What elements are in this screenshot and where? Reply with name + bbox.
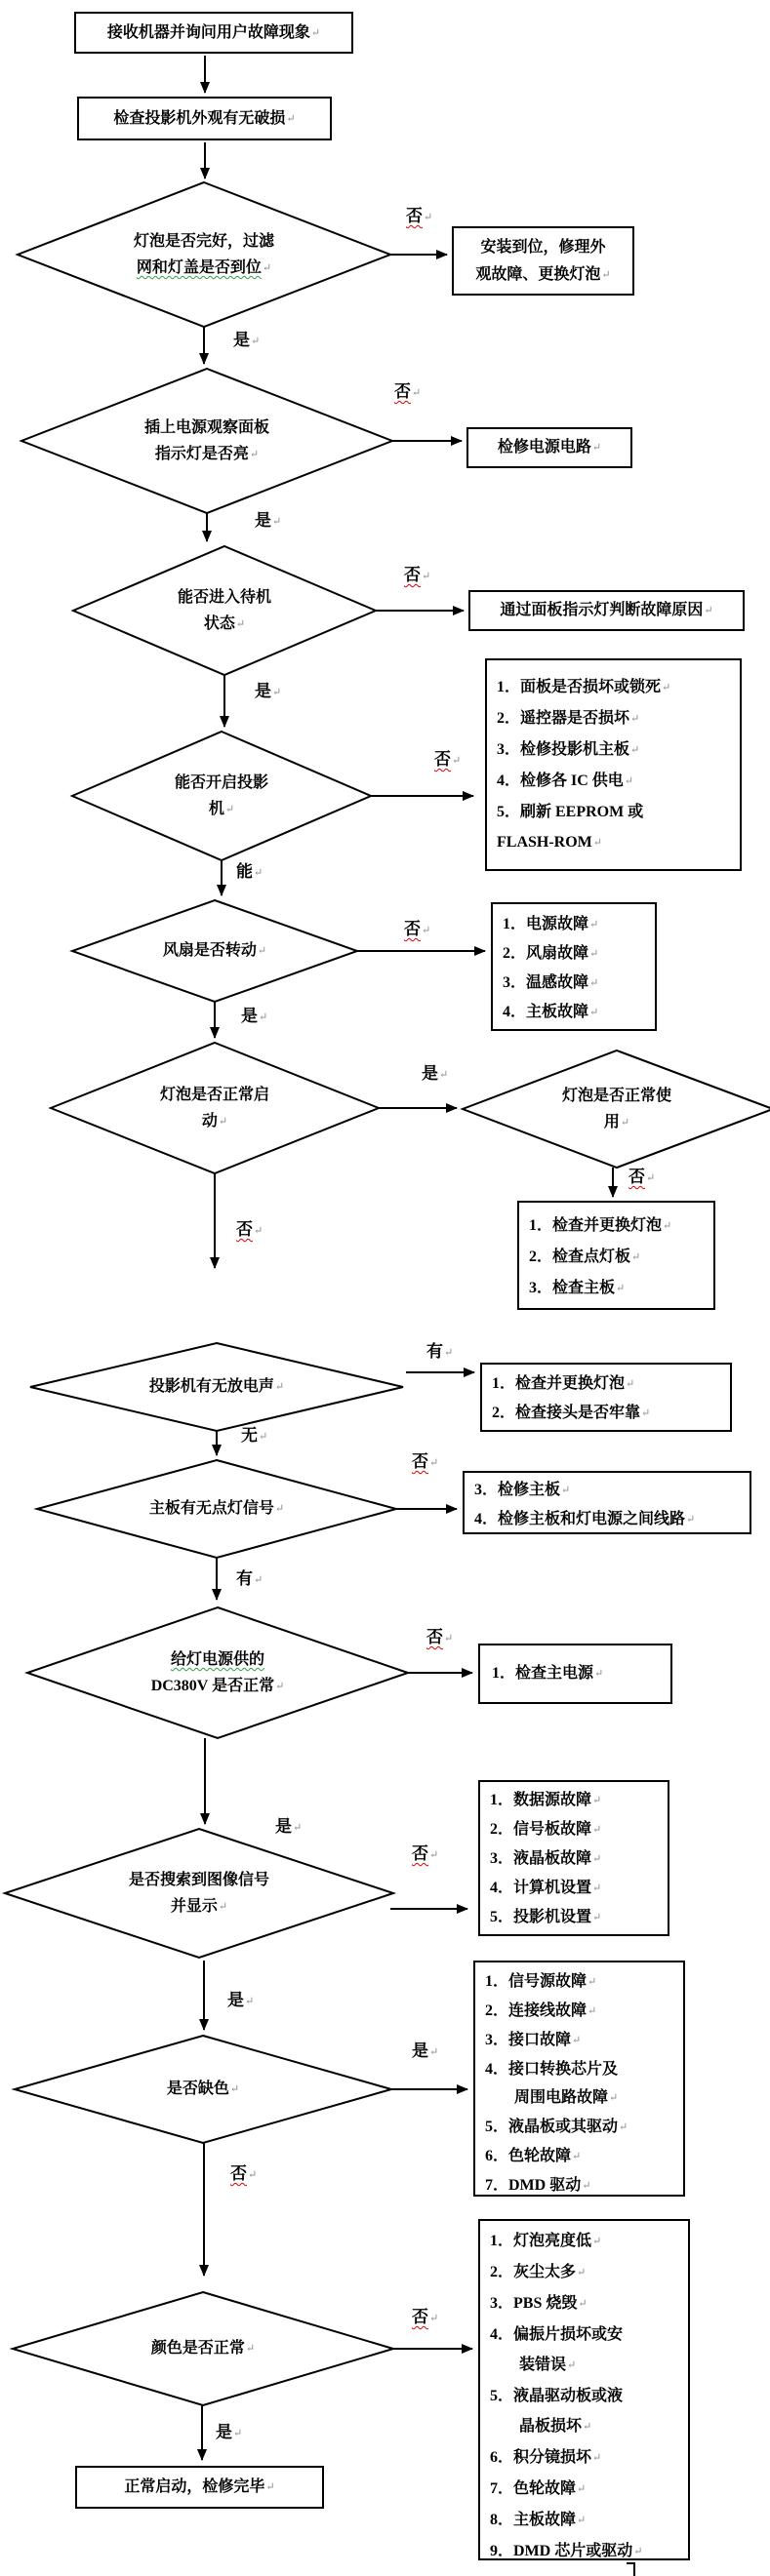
edge-label-d9-no: 否↵ [412,1452,439,1471]
return-mark: ↵ [218,1901,228,1913]
edge-label-d13-no: 否↵ [412,2308,439,2326]
return-mark: ↵ [444,1347,454,1359]
return-mark: ↵ [249,449,260,460]
return-mark: ↵ [589,948,599,960]
return-mark: ↵ [592,1912,602,1923]
result-install-replace: 安装到位，修理外 观故障、更换灯泡↵ [452,226,634,296]
edge-label-d13-yes: 是↵ [216,2423,243,2441]
result-list-discharge-checks: 1．检查并更换灯泡↵ 2．检查接头是否牢靠↵ [480,1363,732,1432]
return-mark: ↵ [229,2083,240,2095]
decision-image-signal-text: 是否搜索到图像信号 并显示↵ [128,1872,269,1915]
result-list-ignite-checks: 3．检修主板↵ 4．检修主板和灯电源之间线路↵ [463,1471,751,1534]
return-mark: ↵ [641,1407,651,1419]
return-mark: ↵ [424,212,433,223]
return-mark: ↵ [594,1668,604,1680]
result-panel-led-diagnosis: 通过面板指示灯判断故障原因↵ [468,590,745,631]
return-mark: ↵ [272,687,282,698]
result-list-signal-faults: 1．数据源故障↵ 2．信号板故障↵ 3．液晶板故障↵ 4．计算机设置↵ 5．投影机设置↵ [478,1780,669,1936]
edge-label-d8-has: 有↵ [426,1342,454,1361]
return-mark: ↵ [259,1011,268,1023]
return-mark: ↵ [620,1117,630,1129]
decision-color-normal-text: 颜色是否正常↵ [150,2340,256,2357]
edge-label-d4-no: 否↵ [434,750,462,769]
return-mark: ↵ [582,2180,591,2192]
return-mark: ↵ [592,1795,602,1806]
edge-label-d4-can: 能↵ [236,862,263,881]
edge-label-d2-no: 否↵ [394,382,422,401]
return-mark: ↵ [274,1503,285,1515]
edge-label-d2-yes: 是↵ [255,511,282,530]
return-mark: ↵ [251,336,261,347]
result-list-missing-color-faults: 1．信号源故障↵ 2．连接线故障↵ 3．接口故障↵ 4．接口转换芯片及 周围电路故障↵ 5．液晶板或其驱动↵ 6．色轮故障↵ 7．DMD 驱动↵ [473,1961,685,2197]
return-mark: ↵ [592,1882,602,1894]
edge-label-d1-no: 否↵ [406,207,433,225]
edge-label-d5-yes: 是↵ [241,1007,268,1025]
return-mark: ↵ [631,1251,641,1263]
return-mark: ↵ [577,2515,587,2526]
return-mark: ↵ [254,867,263,879]
edge-label-d12-no: 否↵ [230,2164,258,2183]
edge-label-d5-no: 否↵ [404,920,431,938]
return-mark: ↵ [592,1824,602,1836]
return-mark: ↵ [616,1283,626,1294]
return-mark: ↵ [254,1574,263,1586]
decision-lamp-intact-text: 灯泡是否完好，过滤 网和灯盖是否到位↵ [133,233,274,276]
edge-label-d3-no: 否↵ [404,566,431,584]
edge-label-d11-no: 否↵ [412,1844,439,1863]
return-mark: ↵ [592,1853,602,1865]
return-mark: ↵ [633,2546,643,2557]
return-mark: ↵ [259,1431,268,1443]
decision-fan-spin-text: 风扇是否转动↵ [162,942,267,959]
return-mark: ↵ [704,605,713,616]
return-mark: ↵ [572,2151,582,2162]
decision-lamp-usable-text: 灯泡是否正常使 用↵ [561,1088,671,1130]
return-mark: ↵ [663,1220,672,1232]
return-mark: ↵ [429,1457,439,1469]
return-mark: ↵ [245,2343,256,2355]
result-list-lamp-use-checks: 1．检查并更换灯泡↵ 2．检查点灯板↵ 3．检查主板↵ [517,1201,715,1310]
decision-power-on-text: 能否开启投影 机↵ [174,774,268,817]
decision-lamp-start-text: 灯泡是否正常启 动↵ [159,1087,269,1129]
return-mark: ↵ [429,2046,439,2058]
decision-led-on-text: 插上电源观察面板 指示灯是否亮↵ [143,419,269,462]
process-finish: 正常启动，检修完毕↵ [75,2466,324,2509]
edge-label-d10-no: 否↵ [426,1628,454,1646]
return-mark: ↵ [429,1849,439,1861]
edge-label-d11-yes: 是↵ [227,1991,255,2009]
return-mark: ↵ [265,2481,275,2493]
decision-ignite-signal-text: 主板有无点灯信号↵ [148,1500,285,1517]
return-mark: ↵ [310,26,321,39]
return-mark: ↵ [591,442,602,454]
return-mark: ↵ [592,2236,602,2247]
decision-standby-text: 能否进入待机 状态↵ [177,589,271,632]
return-mark: ↵ [235,618,246,630]
edge-label-d10-yes: 是↵ [275,1817,303,1836]
return-mark: ↵ [422,571,431,582]
return-mark: ↵ [429,2313,439,2324]
edge-label-d8-none: 无↵ [241,1426,268,1445]
edge-label-d1-yes: 是↵ [233,331,261,349]
return-mark: ↵ [686,1514,696,1526]
return-mark: ↵ [609,2092,619,2104]
return-mark: ↵ [248,2169,258,2181]
return-mark: ↵ [245,1996,255,2007]
return-mark: ↵ [630,744,640,756]
result-list-panel-faults: 1．面板是否损坏或锁死↵ 2．遥控器是否损坏↵ 3．检修投影机主板↵ 4．检修各 IC 供电↵ 5．刷新 EEPROM 或 FLASH-ROM↵ [485,658,742,871]
return-mark: ↵ [224,804,235,815]
edge-label-d9-has: 有↵ [236,1569,263,1588]
return-mark: ↵ [272,516,282,528]
process-inspect-exterior: 检查投影机外观有无破损↵ [77,97,332,140]
return-mark: ↵ [589,977,599,989]
return-mark: ↵ [577,2483,587,2495]
result-list-color-faults: 1．灯泡亮度低↵ 2．灰尘太多↵ 3．PBS 烧毁↵ 4．偏振片损坏或安 装错误↵ 5．液晶驱动板或液 晶板损坏↵ 6．积分镜损坏↵ 7．色轮故障↵ 8．主板故障↵ 9．DMD 芯片或驱动↵ [478,2219,690,2560]
return-mark: ↵ [275,1681,285,1692]
return-mark: ↵ [452,755,462,767]
return-mark: ↵ [592,2452,602,2464]
return-mark: ↵ [646,1172,656,1184]
return-mark: ↵ [662,682,671,694]
edge-label-d3-yes: 是↵ [255,682,282,700]
return-mark: ↵ [589,919,599,931]
return-mark: ↵ [630,713,640,725]
return-mark: ↵ [619,2121,628,2133]
result-list-fan-faults: 1．电源故障↵ 2．风扇故障↵ 3．温感故障↵ 4．主板故障↵ [491,902,657,1031]
edge-label-d6-no: 否↵ [236,1220,263,1239]
return-mark: ↵ [422,925,431,936]
return-mark: ↵ [589,1007,599,1018]
return-mark: ↵ [254,1225,263,1237]
decision-discharge-text: 投影机有无放电声↵ [148,1378,285,1395]
return-mark: ↵ [624,775,634,787]
return-mark: ↵ [626,1378,635,1390]
return-mark: ↵ [588,1976,597,1988]
return-mark: ↵ [274,1381,285,1393]
return-mark: ↵ [233,2428,243,2439]
edge-label-d6-yes: 是↵ [422,1064,449,1083]
return-mark: ↵ [572,2035,582,2046]
return-mark: ↵ [257,945,267,957]
return-mark: ↵ [561,1485,571,1496]
return-mark: ↵ [588,2005,597,2017]
result-repair-power-circuit: 检修电源电路↵ [466,427,632,468]
result-check-main-power: 1．检查主电源↵ [478,1644,672,1704]
edge-label-d12-yes: 是↵ [412,2041,439,2060]
return-mark: ↵ [601,268,611,281]
return-mark: ↵ [412,387,422,399]
return-mark: ↵ [592,837,602,849]
return-mark: ↵ [218,1116,228,1128]
decision-dc380v-text: 给灯电源供的 DC380V 是否正常↵ [150,1651,285,1694]
return-mark: ↵ [567,2359,577,2371]
edge-label-d7-no: 否↵ [628,1168,656,1186]
decision-missing-color-text: 是否缺色↵ [166,2081,240,2097]
process-start: 接收机器并询问用户故障现象↵ [74,12,353,54]
return-mark: ↵ [577,2267,587,2279]
return-mark: ↵ [583,2421,592,2433]
return-mark: ↵ [262,262,272,274]
return-mark: ↵ [286,112,296,125]
return-mark: ↵ [439,1069,449,1081]
return-mark: ↵ [444,1633,454,1645]
return-mark: ↵ [578,2298,588,2310]
return-mark: ↵ [293,1822,303,1834]
